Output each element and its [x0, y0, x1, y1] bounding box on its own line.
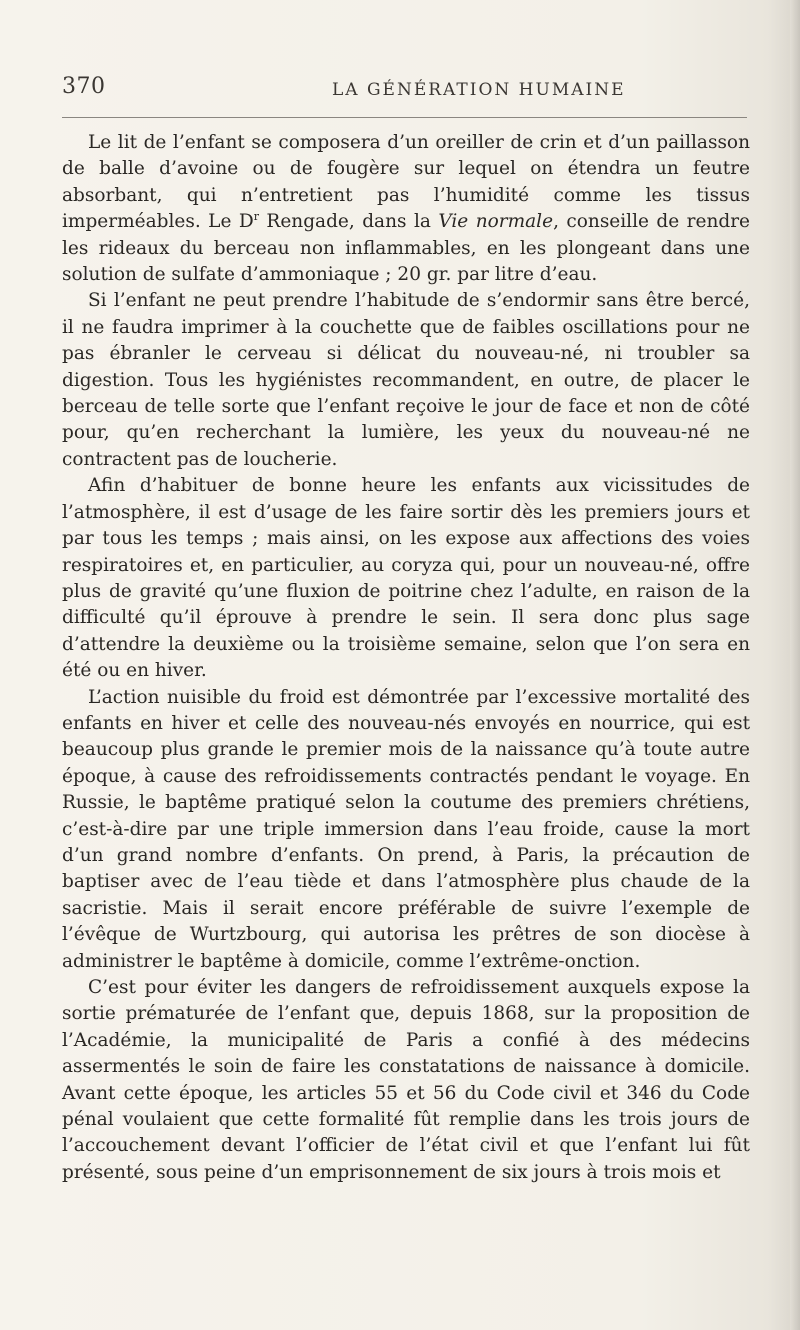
paragraph-3: Afin d’habituer de bonne heure les enfants aux vicissitudes de l’atmosphère, il est d’usage de les faire sortir dès les premiers jours et par tous les temps ; mais ainsi, on les expose aux affections des voies respiratoires et, en particulier, au coryza qui, pour un nouveau-né, offre plus de gravité qu’une fluxion de poitrine chez l’adulte, en raison de la difficulté qu’il éprouve à prendre le sein. Il sera donc plus sage d’attendre la deuxième ou la troisième semaine, selon que l’on sera en été ou en hiver.: [62, 475, 750, 682]
running-header: [62, 74, 762, 108]
paragraph-2: Si l’enfant ne peut prendre l’habitude de s’endormir sans être bercé, il ne faudra imprimer à la couchette que de faibles oscillations pour ne pas ébranler le cerveau si délicat du nouveau-né, ni troubler sa digestion. Tous les hygiénistes recommandent, en outre, de placer le berceau de telle sorte que l’enfant reçoive le jour de face et non de côté pour, qu’en recherchant la lumière, les yeux du nouveau-né ne contractent pas de loucherie.: [62, 290, 750, 470]
page-number: 370: [62, 74, 106, 99]
body-text: [62, 130, 750, 1186]
header-rule: [62, 117, 747, 118]
paragraph-4: L’action nuisible du froid est démontrée par l’excessive mortalité des enfants en hiver et celle des nouveau-nés envoyés en nourrice, qui est beaucoup plus grande le premier mois de la naissance qu’à toute autre époque, à cause des refroidissements contractés pendant le voyage. En Russie, le baptême pratiqué selon la coutume des premiers chrétiens, c’est-à-dire par une triple immersion dans l’eau froide, cause la mort d’un grand nombre d’enfants. On prend, à Paris, la précaution de baptiser avec de l’eau tiède et dans l’atmosphère plus chaude de la sacristie. Mais il serait encore préférable de suivre l’exemple de l’évêque de Wurtzbourg, qui autorisa les prêtres de son diocèse à administrer le baptême à domicile, comme l’extrême-onction.: [62, 686, 750, 972]
running-title: LA GÉNÉRATION HUMAINE: [332, 80, 626, 100]
page-edge-shadow: [790, 0, 800, 1330]
paragraph-1: Le lit de l’enfant se composera d’un oreiller de crin et d’un paillasson de balle d’avoine ou de fougère sur lequel on étendra un feutre absorbant, qui n’entretient pas l’humidité comme les tissus imperméables. Le $D^r$ Rengade, dans la Vie normale, conseille de rendre les rideaux du berceau non inflammables, en les plongeant dans une solution de sulfate d’ammoniaque ; 20 gr. par litre d’eau.: [62, 132, 751, 286]
book-title: Vie normale: [438, 211, 554, 233]
paragraph-5: C’est pour éviter les dangers de refroidissement auxquels expose la sortie prématurée de l’enfant que, depuis 1868, sur la proposition de l’Académie, la municipalité de Paris a confié à des médecins assermentés le soin de faire les constatations de naissance à domicile. Avant cette époque, les articles 55 et 56 du Code civil et 346 du Code pénal voulaient que cette formalité fût remplie dans les trois jours de l’accouchement devant l’officier de l’état civil et que l’enfant lui fût présenté, sous peine d’un emprisonnement de six jours à trois mois et: [62, 977, 750, 1183]
